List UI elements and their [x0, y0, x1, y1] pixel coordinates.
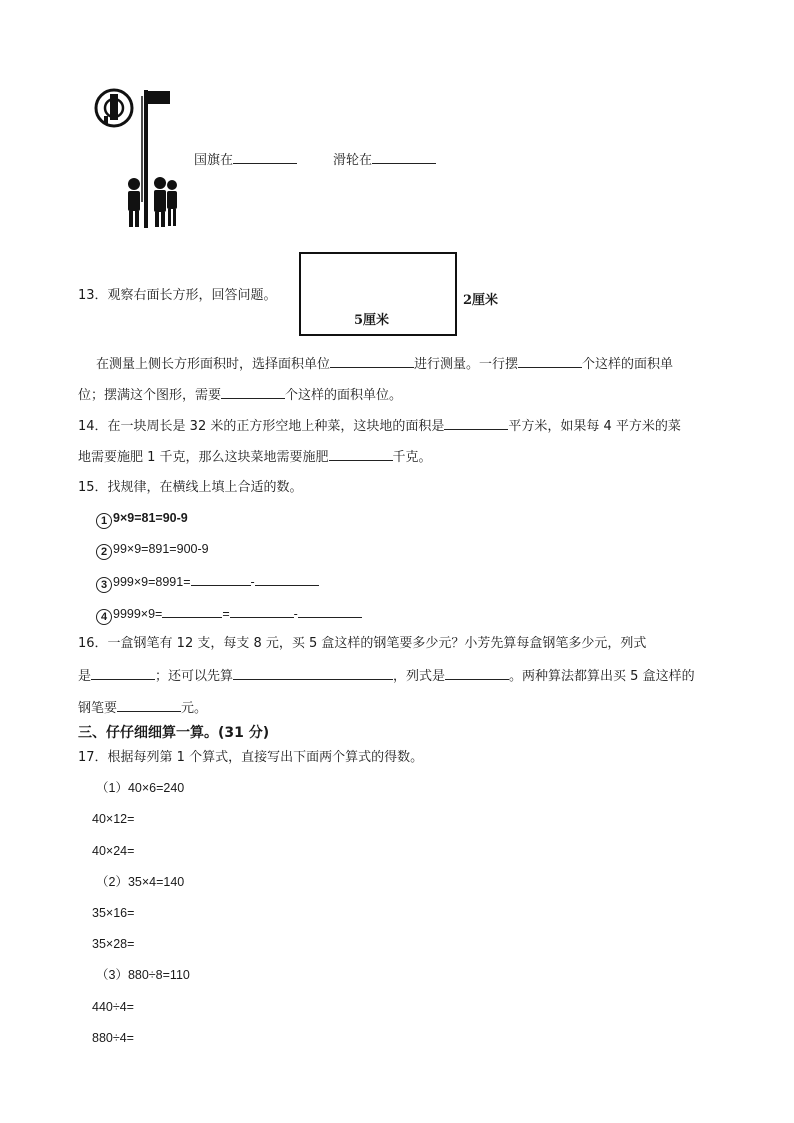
q15-3-blank-a[interactable] [191, 574, 251, 586]
q13-text: 进行测量。一行摆 [414, 357, 519, 372]
q16-text: 元。 [181, 701, 208, 716]
q13-prompt: 13．观察右面长方形，回答问题。 [78, 288, 277, 303]
q15-formula: = [222, 607, 230, 621]
q17-group-3-row-1: 440÷4= [92, 1000, 134, 1014]
q15-item-1 [96, 512, 188, 529]
q16-formula2-blank[interactable] [445, 668, 509, 680]
q16-text: ；还可以先算 [155, 669, 234, 684]
flag-pole [144, 90, 148, 228]
q14-area-blank[interactable] [444, 418, 508, 430]
q13-total-blank[interactable] [221, 387, 285, 399]
q17-group-1-head: （1）40×6=240 [96, 781, 185, 795]
q16-formula1-blank[interactable] [91, 668, 155, 680]
q17-group-1-row-2: 40×24= [92, 844, 135, 858]
q15-formula: - [293, 607, 298, 621]
q16-text: 钢笔要 [78, 701, 118, 716]
q16-line3 [78, 700, 207, 715]
q14-text: 平方米，如果每 4 平方米的菜 [508, 419, 681, 434]
q13-text: 位；摆满这个图形，需要 [78, 388, 222, 403]
rect-bottom-label: 5厘米 [354, 313, 390, 328]
q15-4-blank-c[interactable] [298, 606, 362, 618]
circled-number: 1 [96, 513, 112, 529]
q12-flag-blank[interactable] [233, 152, 297, 164]
q14-line1 [78, 418, 681, 433]
q16-line2 [78, 668, 695, 683]
q15-item-4 [96, 606, 362, 625]
q15-3-blank-b[interactable] [255, 574, 319, 586]
q15-formula: - [250, 575, 255, 589]
q17-group-3-row-2: 880÷4= [92, 1031, 134, 1045]
q12-flag-answer-line [194, 152, 297, 167]
q12-pulley-answer-line [333, 152, 436, 167]
q14-text: 地需要施肥 1 千克，那么这块菜地需要施肥 [78, 450, 329, 465]
q12-pulley-label: 滑轮在 [333, 153, 373, 168]
q15-formula: 9999×9= [113, 607, 163, 621]
q14-line2 [78, 449, 432, 464]
q15-item-2 [96, 543, 209, 560]
q13-row-count-blank[interactable] [518, 356, 582, 368]
q13-unit-blank[interactable] [330, 356, 414, 368]
people-figures [128, 177, 177, 227]
q16-text: 是 [78, 669, 92, 684]
circled-number: 3 [96, 577, 112, 593]
q16-line1: 16．一盒钢笔有 12 支，每支 8 元，买 5 盒这样的钢笔要多少元？小芳先算每盒钢笔多少元，列式 [78, 636, 647, 651]
q13-text: 在测量上侧长方形面积时，选择面积单位 [96, 357, 331, 372]
q14-fertilizer-blank[interactable] [329, 449, 393, 461]
q16-text: ，列式是 [393, 669, 446, 684]
q17-prompt: 17．根据每列第 1 个算式，直接写出下面两个算式的得数。 [78, 750, 424, 765]
q15-formula: 999×9=8991= [113, 575, 191, 589]
q17-group-2-row-1: 35×16= [92, 906, 135, 920]
flag-raising-illustration [92, 84, 188, 234]
q16-method-blank[interactable] [233, 668, 393, 680]
q15-item-3 [96, 574, 319, 593]
rect-side-label: 2厘米 [463, 293, 499, 308]
q14-text: 14．在一块周长是 32 米的正方形空地上种菜，这块地的面积是 [78, 419, 445, 434]
q17-group-1-row-1: 40×12= [92, 812, 135, 826]
q15-formula: 9×9=81=90-9 [113, 511, 188, 525]
q16-text: 。两种算法都算出买 5 盒这样的 [509, 669, 695, 684]
q15-formula: 99×9=891=900-9 [113, 542, 209, 556]
q12-flag-label: 国旗在 [194, 153, 234, 168]
q13-text: 个这样的面积单 [582, 357, 674, 372]
q17-group-3-head: （3）880÷8=110 [96, 968, 190, 982]
q14-text: 千克。 [392, 450, 432, 465]
flag [148, 91, 170, 104]
q16-answer-blank[interactable] [117, 700, 181, 712]
q17-group-2-head: （2）35×4=140 [96, 875, 185, 889]
q12-pulley-blank[interactable] [372, 152, 436, 164]
section3-title: 三、仔仔细细算一算。(31 分) [78, 725, 270, 741]
q13-line1 [96, 356, 673, 371]
q15-prompt: 15．找规律，在横线上填上合适的数。 [78, 480, 303, 495]
circled-number: 2 [96, 544, 112, 560]
q15-4-blank-a[interactable] [162, 606, 222, 618]
q15-4-blank-b[interactable] [230, 606, 294, 618]
circled-number: 4 [96, 609, 112, 625]
q13-text: 个这样的面积单位。 [285, 388, 403, 403]
q13-line2 [78, 387, 402, 402]
q17-group-2-row-2: 35×28= [92, 937, 135, 951]
